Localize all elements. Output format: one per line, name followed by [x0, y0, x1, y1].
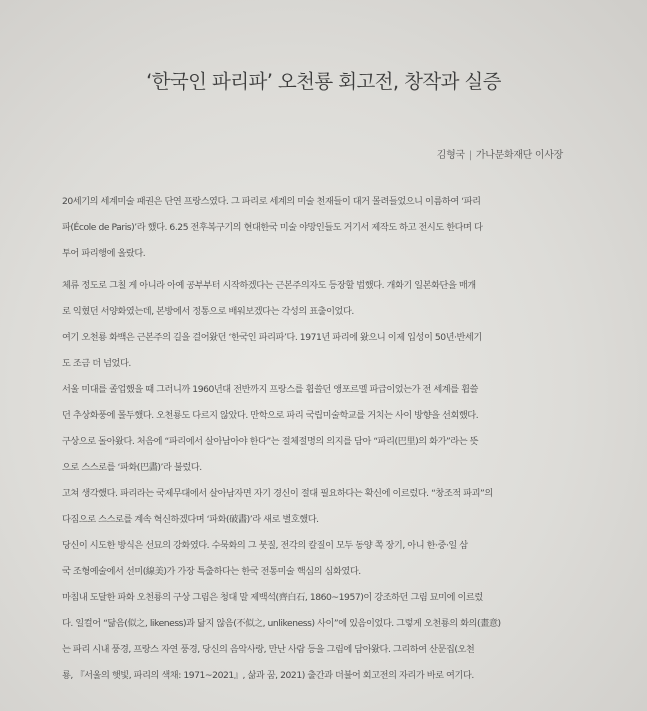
- body-line: 도 조금 더 넘었다.: [62, 358, 131, 369]
- body-line: 당신이 시도한 방식은 선묘의 강화였다. 수묵화의 그 붓질, 전각의 칼질이 모두 동양 쪽 장기, 아니 한·중·일 삼: [62, 540, 468, 551]
- article-title: ‘한국인 파리파’ 오천룡 회고전, 창작과 실증: [146, 70, 501, 93]
- body-line: 국 조형예술에서 선미(線美)가 가장 특출하다는 한국 전통미술 핵심의 심화였다.: [62, 566, 361, 577]
- author-name: 김형국: [436, 150, 465, 161]
- body-line: 서울 미대를 졸업했을 때 그러니까 1960년대 전반까지 프랑스를 휩쓸던 앵포르멜 파급이었는가 전 세계를 휩쓸: [62, 384, 478, 395]
- body-line: 파(École de Paris)’라 했다. 6.25 전후복구기의 현대한국 미술 야망인들도 거기서 제작도 하고 전시도 한다며 다: [62, 222, 483, 233]
- body-line: 는 파리 시내 풍경, 프랑스 자연 풍경, 당신의 음악사랑, 만난 사람 등을 그림에 담아왔다. 그리하여 산문집(오천: [62, 644, 475, 655]
- body-line: 여기 오천룡 화백은 근본주의 길을 걸어왔던 ‘한국인 파리파’다. 1971년 파리에 왔으니 이제 입성이 50년·반세기: [62, 332, 482, 343]
- body-line: 고쳐 생각했다. 파리라는 국제무대에서 살아남자면 자기 경신이 절대 필요하다는 확신에 이르렀다. “창조적 파괴”의: [62, 488, 493, 499]
- body-line: 마침내 도달한 파화 오천룡의 구상 그림은 청대 말 제백석(齊白石, 1860~1957)이 강조하던 그림 묘미에 이르렀: [62, 592, 483, 603]
- body-line: 20세기의 세계미술 패권은 단연 프랑스였다. 그 파리로 세계의 미술 천재들이 대거 몰려들었으니 이름하여 ‘파리: [62, 196, 481, 207]
- body-line: 다짐으로 스스로를 계속 혁신하겠다며 ‘파화(破畵)’라 새로 별호했다.: [62, 514, 319, 525]
- body-line: 룡, 『서울의 햇빛, 파리의 색채: 1971~2021』, 삶과 꿈, 2021) 출간과 더불어 회고전의 자리가 바로 여기다.: [62, 670, 474, 681]
- body-line: 으로 스스로를 ‘파화(巴畵)’라 불렀다.: [62, 462, 202, 473]
- byline: [437, 146, 563, 161]
- author-affiliation: 가나문화재단 이사장: [475, 150, 563, 161]
- body-line: 로 익혔던 서양화였는데, 본방에서 정통으로 배워보겠다는 각성의 표출이었다.: [62, 306, 354, 317]
- body-line: 체류 정도로 그칠 게 아니라 아예 공부부터 시작하겠다는 근본주의자도 등장할 법했다. 개화기 일본화단을 매개: [62, 280, 476, 291]
- body-line: 던 추상화풍에 몰두했다. 오천룡도 다르지 않았다. 만학으로 파리 국립미술학교를 거치는 사이 방향을 선회했다.: [62, 410, 479, 421]
- body-line: 구상으로 돌아왔다. 처음에 “파리에서 살아남아야 한다”는 절체절명의 의지를 담아 “파리(巴里)의 화가”라는 뜻: [62, 436, 479, 447]
- body-line: 투어 파리행에 올랐다.: [62, 248, 146, 259]
- body-line: 다. 일컬어 “닮음(似之, likeness)과 닮지 않음(不似之, unlikeness) 사이”에 있음이었다. 그렇게 오천룡의 화의(畫意): [62, 618, 501, 629]
- byline-separator: |: [468, 150, 472, 161]
